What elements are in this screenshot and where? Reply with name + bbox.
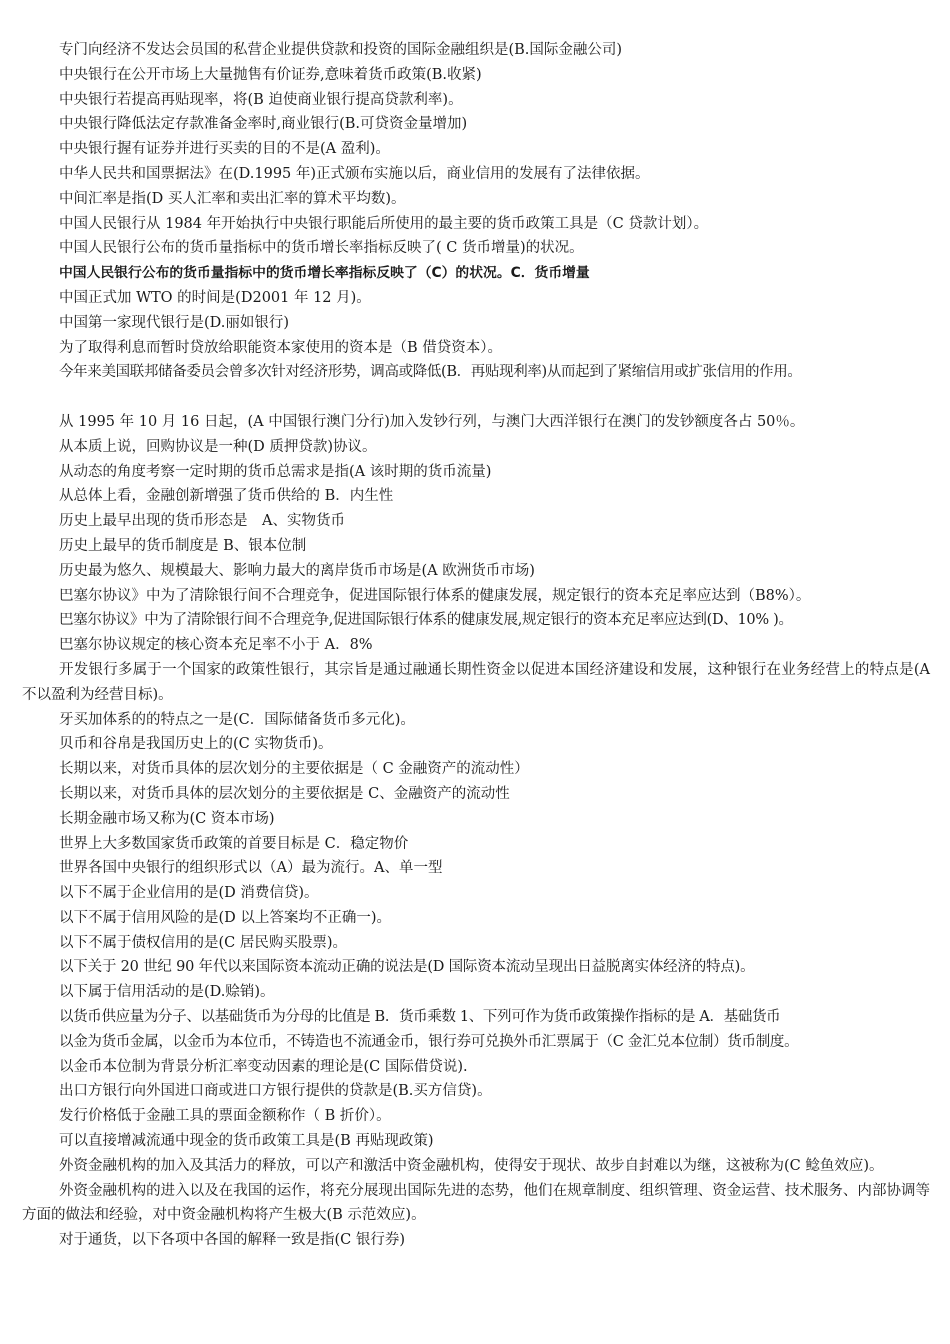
paragraph-9: 中国人民银行公布的货币量指标中的货币增长率指标反映了( C 货币增量)的状况。 (59, 240, 584, 257)
paragraph-36: 以下关于 20 世纪 90 年代以来国际资本流动正确的说法是(D 国际资本流动呈现出日益脱离实体经济的特点)。 (59, 959, 755, 976)
paragraph-5: 中央银行握有证券并进行买卖的目的不是(A 盈利)。 (59, 141, 390, 158)
paragraph-42: 发行价格低于金融工具的票面金额称作（ B 折价）。 (59, 1108, 391, 1125)
paragraph-27: 贝币和谷帛是我国历史上的(C 实物货币)。 (59, 736, 333, 753)
paragraph-25: 开发银行多属于一个国家的政策性银行，其宗旨是通过融通长期性资金以促进本国经济建设和发展，这种银行在业务经营上的特点是(A 不以盈利为经营目标)。 (22, 661, 930, 703)
paragraph-44: 外资金融机构的加入及其活力的释放，可以产和激活中资金融机构，使得安于现状、故步自封难以为继，这被称为(C 鲶鱼效应)。 (59, 1157, 884, 1174)
paragraph-12: 中国第一家现代银行是(D.丽如银行) (59, 314, 290, 331)
paragraph-34: 以下不属于信用风险的是(D 以上答案均不正确一)。 (59, 909, 392, 926)
paragraph-30: 长期金融市场又称为(C 资本市场) (59, 810, 275, 827)
paragraph-8: 中国人民银行从 1984 年开始执行中央银行职能后所使用的最主要的货币政策工具是（C 贷款计划）。 (59, 215, 709, 232)
paragraph-21: 历史最为悠久、规模最大、影响力最大的离岸货币市场是(A 欧洲货币市场) (59, 562, 535, 579)
paragraph-13: 为了取得利息而暂时贷放给职能资本家使用的资本是（B 借贷资本）。 (59, 339, 503, 356)
paragraph-45: 外资金融机构的进入以及在我国的运作，将充分展现出国际先进的态势，他们在规章制度、组织管理、资金运营、技术服务、内部协调等方面的做法和经验，对中资金融机构将产生极大(B 示范效应)。 (22, 1182, 930, 1224)
paragraph-24: 巴塞尔协议规定的核心资本充足率不小于 A．8% (59, 637, 373, 654)
paragraph-41: 出口方银行向外国进口商或进口方银行提供的贷款是(B.买方信贷)。 (59, 1083, 492, 1100)
paragraph-3: 中央银行若提高再贴现率，将(B 迫使商业银行提高贷款利率)。 (59, 91, 463, 108)
paragraph-6: 中华人民共和国票据法》在(D.1995 年)正式颁布实施以后，商业信用的发展有了法律依据。 (59, 165, 650, 182)
paragraph-18: 从总体上看，金融创新增强了货币供给的 B．内生性 (59, 488, 394, 505)
paragraph-43: 可以直接增减流通中现金的货币政策工具是(B 再贴现政策) (59, 1133, 434, 1150)
paragraph-20: 历史上最早的货币制度是 B、银本位制 (59, 537, 307, 554)
paragraph-16: 从本质上说，回购协议是一种(D 质押贷款)协议。 (59, 438, 377, 455)
paragraph-32: 世界各国中央银行的组织形式以（A）最为流行。A、单一型 (59, 860, 443, 877)
paragraph-37: 以下属于信用活动的是(D.赊销)。 (59, 984, 275, 1001)
paragraph-2: 中央银行在公开市场上大量抛售有价证券,意味着货币政策(B.收紧) (59, 66, 482, 83)
paragraph-29: 长期以来，对货币具体的层次划分的主要依据是 C、金融资产的流动性 (59, 785, 510, 802)
paragraph-28: 长期以来，对货币具体的层次划分的主要依据是（ C 金融资产的流动性） (59, 761, 529, 778)
paragraph-11: 中国正式加 WTO 的时间是(D2001 年 12 月)。 (59, 289, 371, 306)
paragraph-23: 巴塞尔协议》中为了清除银行间不合理竞争,促进国际银行体系的健康发展,规定银行的资本充足率应达到(D、10% )。 (59, 612, 793, 629)
paragraph-22: 巴塞尔协议》中为了清除银行间不合理竞争，促进国际银行体系的健康发展，规定银行的资本充足率应达到（B8%）。 (59, 587, 811, 604)
paragraph-17: 从动态的角度考察一定时期的货币总需求是指(A 该时期的货币流量) (59, 463, 492, 480)
paragraph-26: 牙买加体系的的特点之一是(C．国际储备货币多元化)。 (59, 711, 415, 728)
paragraph-19: 历史上最早出现的货币形态是 A、实物货币 (59, 513, 345, 530)
paragraph-35: 以下不属于债权信用的是(C 居民购买股票)。 (59, 934, 348, 951)
paragraph-7: 中间汇率是指(D 买人汇率和卖出汇率的算术平均数)。 (59, 190, 406, 207)
paragraph-40: 以金币本位制为背景分析汇率变动因素的理论是(C 国际借贷说). (59, 1058, 468, 1075)
paragraph-10-bold: 中国人民银行公布的货币量指标中的货币增长率指标反映了（C）的状况。C．货币增量 (59, 265, 590, 282)
paragraph-31: 世界上大多数国家货币政策的首要目标是 C．稳定物价 (59, 835, 409, 852)
paragraph-39: 以金为货币金属，以金币为本位币，不铸造也不流通金币，银行券可兑换外币汇票属于（C 金汇兑本位制）货币制度。 (59, 1033, 799, 1050)
paragraph-38: 以货币供应量为分子、以基础货币为分母的比值是 B．货币乘数 1、下列可作为货币政策操作指标的是 A．基础货币 (59, 1009, 781, 1026)
paragraph-1: 专门向经济不发达会员国的私营企业提供贷款和投资的国际金融组织是(B.国际金融公司) (59, 42, 623, 58)
paragraph-4: 中央银行降低法定存款准备金率时,商业银行(B.可贷资金量增加) (59, 116, 468, 133)
paragraph-15: 从 1995 年 10 月 16 日起，(A 中国银行澳门分行)加入发钞行列，与澳门大西洋银行在澳门的发钞额度各占 50％。 (59, 413, 805, 430)
paragraph-14: 今年来美国联邦储备委员会曾多次针对经济形势，调高或降低(B．再贴现利率)从而起到了紧缩信用或扩张信用的作用。 (59, 364, 802, 381)
paragraph-33: 以下不属于企业信用的是(D 消费信贷)。 (59, 885, 319, 902)
paragraph-46: 对于通货，以下各项中各国的解释一致是指(C 银行券) (59, 1232, 406, 1249)
